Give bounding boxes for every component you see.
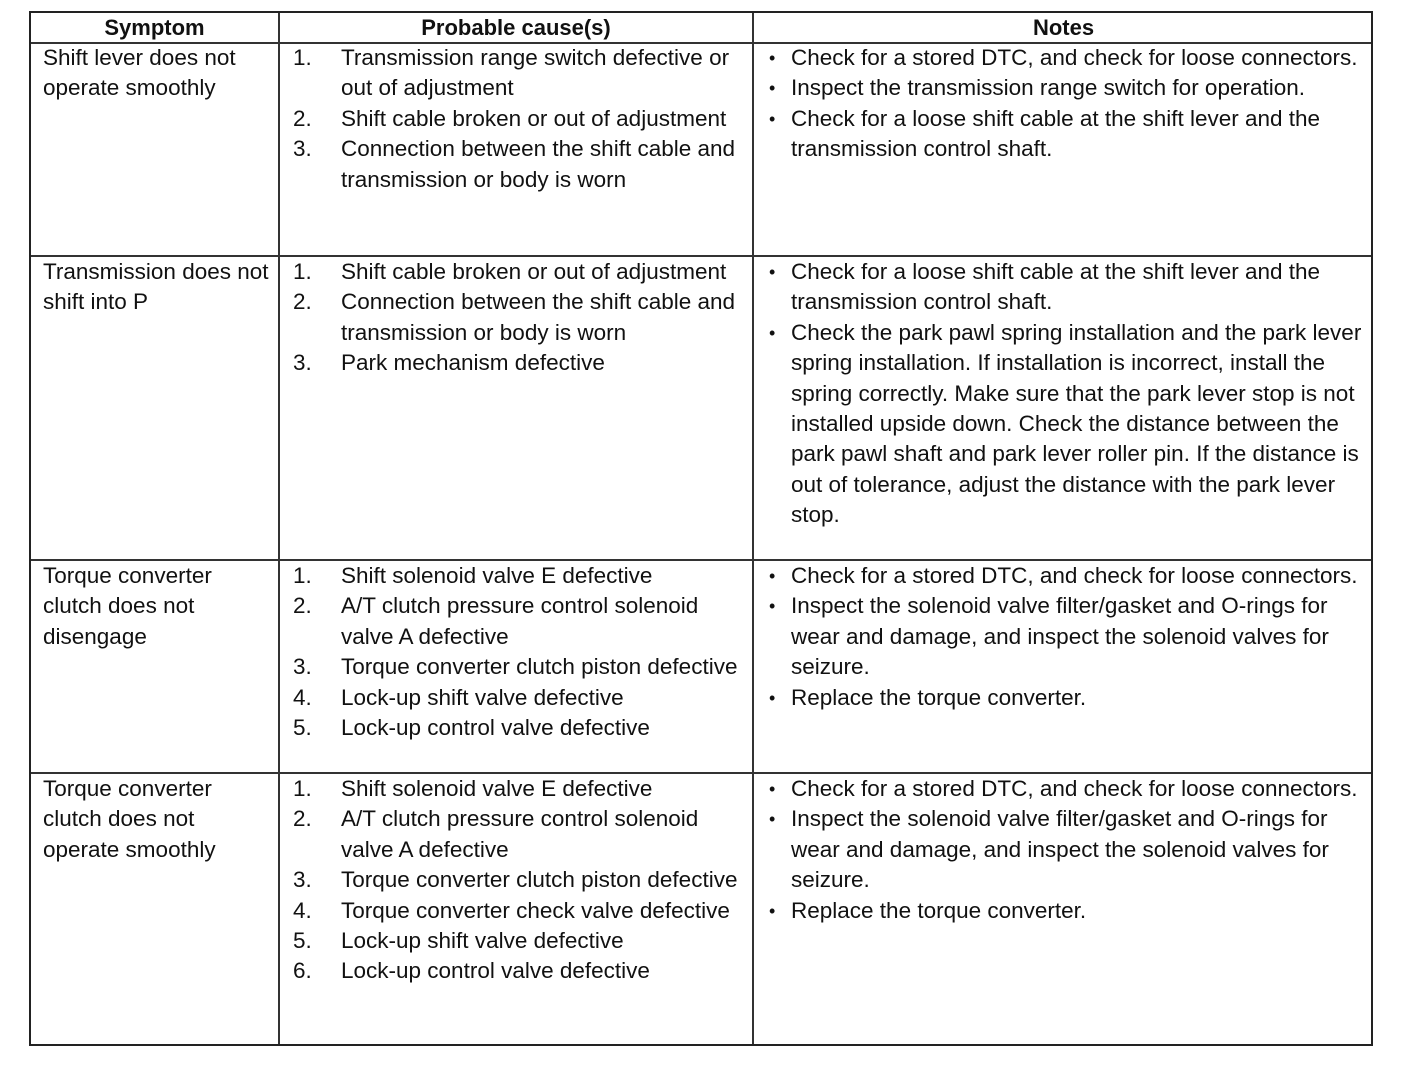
- cause-number: 5.: [293, 715, 312, 741]
- cause-text: Transmission range switch defective or out of adjustment: [341, 45, 730, 101]
- note-item: [767, 591, 1367, 682]
- column-divider-1: [278, 13, 280, 1044]
- cause-item: [293, 956, 738, 986]
- cause-number: 4.: [293, 897, 312, 923]
- cause-item: [293, 896, 738, 926]
- cause-text: Lock-up shift valve defective: [341, 684, 624, 710]
- cause-item: [293, 134, 738, 195]
- cause-text: Shift solenoid valve E defective: [341, 776, 653, 801]
- bullet-icon: •: [769, 779, 776, 799]
- cause-item: [293, 865, 738, 895]
- note-text: Check for a stored DTC, and check for loose connectors.: [791, 776, 1358, 801]
- symptom-cell: Transmission does not shift into P: [43, 259, 269, 315]
- note-item: [767, 104, 1367, 165]
- bullet-icon: •: [769, 108, 776, 129]
- bullet-icon: •: [769, 596, 776, 617]
- note-text: Inspect the transmission range switch for operation.: [791, 75, 1306, 101]
- cause-text: Park mechanism defective: [341, 350, 605, 376]
- note-item: [767, 774, 1367, 804]
- causes-list: [293, 561, 738, 743]
- cause-item: [293, 774, 738, 804]
- cause-number: 2.: [293, 105, 312, 131]
- note-text: Inspect the solenoid valve filter/gasket and O-rings for wear and damage, and inspect the solenoid valves for seizure.: [791, 593, 1329, 680]
- note-text: Replace the torque converter.: [791, 684, 1087, 710]
- symptom-cell: Torque converter clutch does not operate smoothly: [43, 776, 216, 862]
- bullet-icon: •: [769, 322, 776, 343]
- cause-text: Lock-up control valve defective: [341, 958, 650, 984]
- cause-item: [293, 713, 738, 743]
- cause-text: A/T clutch pressure control solenoid valve A defective: [341, 806, 699, 862]
- cause-item: [293, 804, 738, 865]
- bullet-icon: •: [769, 687, 776, 708]
- cause-text: A/T clutch pressure control solenoid valve A defective: [341, 593, 699, 649]
- note-item: [767, 561, 1367, 591]
- cause-number: 3.: [293, 867, 312, 893]
- cause-text: Lock-up control valve defective: [341, 715, 650, 741]
- cause-item: [293, 561, 738, 591]
- note-text: Check the park pawl spring installation and the park lever spring installation. If installation is incorrect, install the spring correctly. Make sure that the park lever stop is not installed upside down. Check the distance between the park pawl shaft and park lever roller pin. If the distance is out of tolerance, adjust the distance with the park lever stop.: [791, 319, 1362, 528]
- note-text: Inspect the solenoid valve filter/gasket and O-rings for wear and damage, and inspect the solenoid valves for seizure.: [791, 806, 1329, 893]
- cause-number: 3.: [293, 350, 312, 376]
- note-item: [767, 804, 1367, 895]
- cause-item: [293, 348, 738, 378]
- cause-text: Shift solenoid valve E defective: [341, 563, 653, 588]
- note-item: [767, 683, 1367, 713]
- note-text: Check for a loose shift cable at the shift lever and the transmission control shaft.: [791, 259, 1321, 315]
- note-item: [767, 257, 1367, 318]
- note-text: Replace the torque converter.: [791, 897, 1087, 923]
- notes-list: [767, 774, 1367, 926]
- note-item: [767, 43, 1367, 73]
- cause-number: 1.: [293, 563, 312, 588]
- causes-list: [293, 257, 738, 379]
- note-text: Check for a stored DTC, and check for loose connectors.: [791, 45, 1358, 70]
- header-probable-causes: Probable cause(s): [421, 15, 611, 40]
- cause-text: Torque converter clutch piston defective: [341, 654, 738, 680]
- cause-number: 5.: [293, 928, 312, 954]
- cause-text: Connection between the shift cable and transmission or body is worn: [341, 136, 736, 192]
- cause-text: Lock-up shift valve defective: [341, 928, 624, 954]
- column-divider-2: [752, 13, 754, 1044]
- bullet-icon: •: [769, 262, 776, 282]
- cause-item: [293, 287, 738, 348]
- notes-list: [767, 43, 1367, 165]
- cause-number: 4.: [293, 684, 312, 710]
- cause-text: Shift cable broken or out of adjustment: [341, 259, 727, 284]
- bullet-icon: •: [769, 900, 776, 921]
- note-item: [767, 318, 1367, 531]
- cause-text: Shift cable broken or out of adjustment: [341, 105, 727, 131]
- cause-item: [293, 926, 738, 956]
- header-notes: Notes: [1032, 15, 1095, 40]
- cause-number: 2.: [293, 593, 312, 619]
- notes-list: [767, 257, 1367, 531]
- cause-item: [293, 652, 738, 682]
- cause-item: [293, 591, 738, 652]
- cause-text: Connection between the shift cable and transmission or body is worn: [341, 289, 736, 345]
- cause-number: 2.: [293, 289, 312, 315]
- cause-item: [293, 683, 738, 713]
- cause-text: Torque converter clutch piston defective: [341, 867, 738, 893]
- note-item: [767, 896, 1367, 926]
- bullet-icon: •: [769, 78, 776, 99]
- cause-number: 1.: [293, 776, 312, 801]
- cause-item: [293, 43, 738, 104]
- notes-list: [767, 561, 1367, 713]
- bullet-icon: •: [769, 566, 776, 586]
- cause-number: 6.: [293, 958, 312, 984]
- cause-text: Torque converter check valve defective: [341, 897, 730, 923]
- cause-item: [293, 257, 738, 287]
- causes-list: [293, 43, 738, 195]
- cause-number: 1.: [293, 45, 312, 70]
- bullet-icon: •: [769, 809, 776, 830]
- note-text: Check for a loose shift cable at the shift lever and the transmission control shaft.: [791, 105, 1321, 162]
- symptom-cell: Shift lever does not operate smoothly: [43, 45, 236, 101]
- note-text: Check for a stored DTC, and check for loose connectors.: [791, 563, 1358, 588]
- note-item: [767, 73, 1367, 103]
- bullet-icon: •: [769, 48, 776, 68]
- causes-list: [293, 774, 738, 987]
- header-symptom: Symptom: [104, 15, 205, 40]
- symptom-cell: Torque converter clutch does not disengage: [43, 563, 212, 649]
- cause-number: 3.: [293, 136, 312, 162]
- cause-number: 3.: [293, 654, 312, 680]
- troubleshooting-table: [29, 11, 1373, 1046]
- cause-item: [293, 104, 738, 134]
- cause-number: 1.: [293, 259, 312, 284]
- cause-number: 2.: [293, 806, 312, 832]
